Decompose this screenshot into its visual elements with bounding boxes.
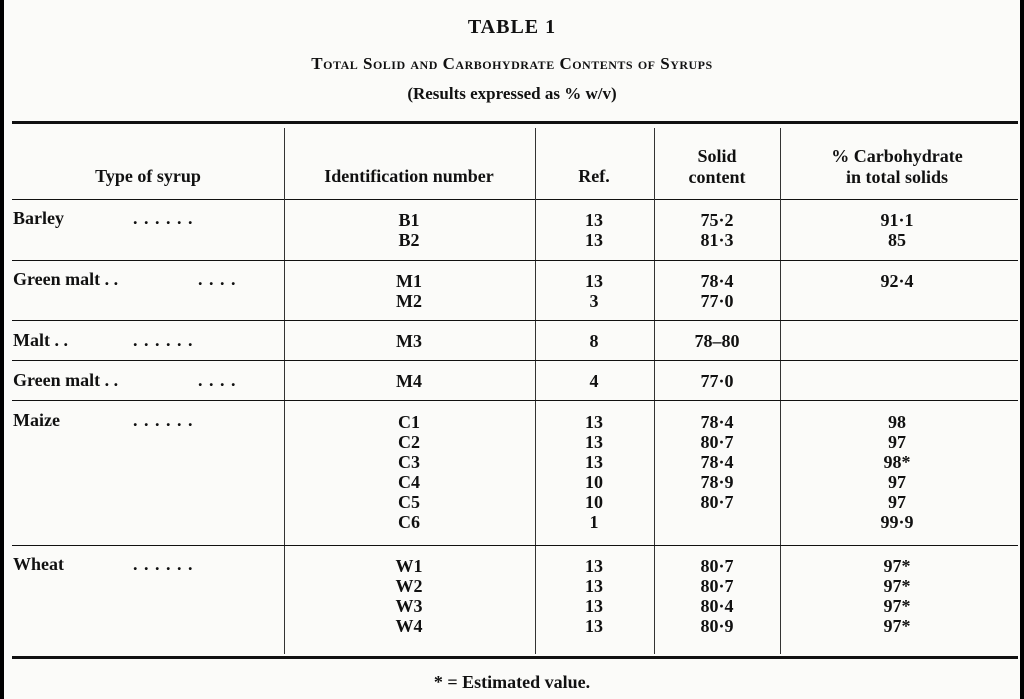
type-label: Green malt . . xyxy=(13,269,119,289)
document-page xyxy=(4,0,1020,699)
id-value: C2 xyxy=(398,432,420,452)
solid-value: 80·7 xyxy=(700,492,734,512)
ref-value: 1 xyxy=(589,512,599,532)
solid-value: 80·9 xyxy=(700,616,734,636)
leader-dots: . . . . . . xyxy=(133,554,194,574)
header-solid-line2: content xyxy=(688,167,746,187)
carb-cell xyxy=(781,271,1013,291)
carb-value: 97 xyxy=(888,432,906,452)
header-rule xyxy=(12,199,1018,200)
id-cell xyxy=(284,556,534,636)
ref-value: 13 xyxy=(585,271,603,291)
solid-value: 78·4 xyxy=(700,271,734,291)
header-ref: Ref. xyxy=(578,166,610,186)
ref-cell xyxy=(535,556,653,636)
type-label: Barley xyxy=(13,208,64,228)
id-value: C6 xyxy=(398,512,420,532)
solid-value: 80·7 xyxy=(700,432,734,452)
ref-value: 13 xyxy=(585,616,603,636)
solid-cell xyxy=(654,412,780,512)
carb-cell xyxy=(781,556,1013,636)
id-value: W3 xyxy=(395,596,423,616)
carb-cell xyxy=(781,412,1013,532)
id-value: W4 xyxy=(395,616,423,636)
carb-value: 97 xyxy=(888,472,906,492)
ref-value: 13 xyxy=(585,432,603,452)
id-value: B2 xyxy=(398,230,420,250)
carb-value: 97 xyxy=(888,492,906,512)
carb-value: 85 xyxy=(888,230,906,250)
solid-value: 78–80 xyxy=(694,331,740,351)
bottom-rule xyxy=(12,656,1018,659)
top-rule xyxy=(12,121,1018,124)
id-value: C5 xyxy=(398,492,420,512)
id-cell xyxy=(284,210,534,250)
ref-value: 13 xyxy=(585,576,603,596)
id-cell xyxy=(284,271,534,311)
ref-value: 8 xyxy=(589,331,599,351)
solid-value: 81·3 xyxy=(700,230,734,250)
header-id: Identification number xyxy=(324,166,494,186)
header-type: Type of syrup xyxy=(95,166,201,186)
solid-value: 77·0 xyxy=(700,291,734,311)
type-label: Malt . . xyxy=(13,330,68,350)
ref-cell xyxy=(535,271,653,311)
carb-value: 92·4 xyxy=(880,271,914,291)
row-separator xyxy=(12,545,1018,546)
id-cell xyxy=(284,412,534,532)
leader-dots: . . . . . . xyxy=(133,330,194,350)
solid-value: 78·9 xyxy=(700,472,734,492)
id-value: C3 xyxy=(398,452,420,472)
solid-value: 80·7 xyxy=(700,576,734,596)
id-value: B1 xyxy=(398,210,420,230)
row-separator xyxy=(12,320,1018,321)
id-value: M1 xyxy=(396,271,422,291)
header-solid-line1: Solid xyxy=(697,146,737,166)
id-value: M4 xyxy=(396,371,422,391)
id-value: W2 xyxy=(395,576,423,596)
table-subtitle: Total Solid and Carbohydrate Contents of Syrups xyxy=(311,54,713,73)
ref-value: 13 xyxy=(585,452,603,472)
solid-value: 77·0 xyxy=(700,371,734,391)
leader-dots: . . . . xyxy=(198,269,237,289)
header-carb-line2: in total solids xyxy=(845,167,949,187)
ref-value: 4 xyxy=(589,371,599,391)
carb-value: 97* xyxy=(883,576,911,596)
header-carb-line1: % Carbohydrate xyxy=(831,146,963,166)
carb-value: 91·1 xyxy=(880,210,914,230)
type-label: Wheat xyxy=(13,554,64,574)
carb-cell xyxy=(781,210,1013,250)
ref-value: 13 xyxy=(585,230,603,250)
row-separator xyxy=(12,400,1018,401)
solid-value: 78·4 xyxy=(700,412,734,432)
footnote: * = Estimated value. xyxy=(433,672,591,692)
id-value: M2 xyxy=(396,291,422,311)
solid-cell xyxy=(654,271,780,311)
ref-value: 13 xyxy=(585,210,603,230)
ref-value: 10 xyxy=(585,492,603,512)
solid-cell xyxy=(654,210,780,250)
id-value: C4 xyxy=(398,472,420,492)
id-value: C1 xyxy=(398,412,420,432)
leader-dots: . . . . . . xyxy=(133,410,194,430)
carb-value: 98* xyxy=(883,452,911,472)
solid-value: 78·4 xyxy=(700,452,734,472)
carb-value: 97* xyxy=(883,556,911,576)
leader-dots: . . . . xyxy=(198,370,237,390)
units-note: (Results expressed as % w/v) xyxy=(407,84,617,103)
type-label: Maize xyxy=(13,410,60,430)
carb-value: 97* xyxy=(883,596,911,616)
carb-value: 98 xyxy=(888,412,906,432)
row-separator xyxy=(12,260,1018,261)
leader-dots: . . . . . . xyxy=(133,208,194,228)
solid-cell xyxy=(654,556,780,636)
table-title: TABLE 1 xyxy=(467,16,557,38)
ref-value: 10 xyxy=(585,472,603,492)
id-value: M3 xyxy=(396,331,422,351)
ref-cell xyxy=(535,412,653,532)
carb-value: 99·9 xyxy=(880,512,914,532)
solid-value: 80·4 xyxy=(700,596,734,616)
ref-value: 13 xyxy=(585,412,603,432)
id-value: W1 xyxy=(395,556,423,576)
ref-value: 13 xyxy=(585,556,603,576)
ref-value: 13 xyxy=(585,596,603,616)
solid-value: 75·2 xyxy=(700,210,734,230)
row-separator xyxy=(12,360,1018,361)
type-label: Green malt . . xyxy=(13,370,119,390)
header-solid xyxy=(654,146,780,188)
ref-cell xyxy=(535,210,653,250)
solid-value: 80·7 xyxy=(700,556,734,576)
ref-value: 3 xyxy=(589,291,599,311)
carb-value: 97* xyxy=(883,616,911,636)
header-carb xyxy=(781,146,1013,188)
